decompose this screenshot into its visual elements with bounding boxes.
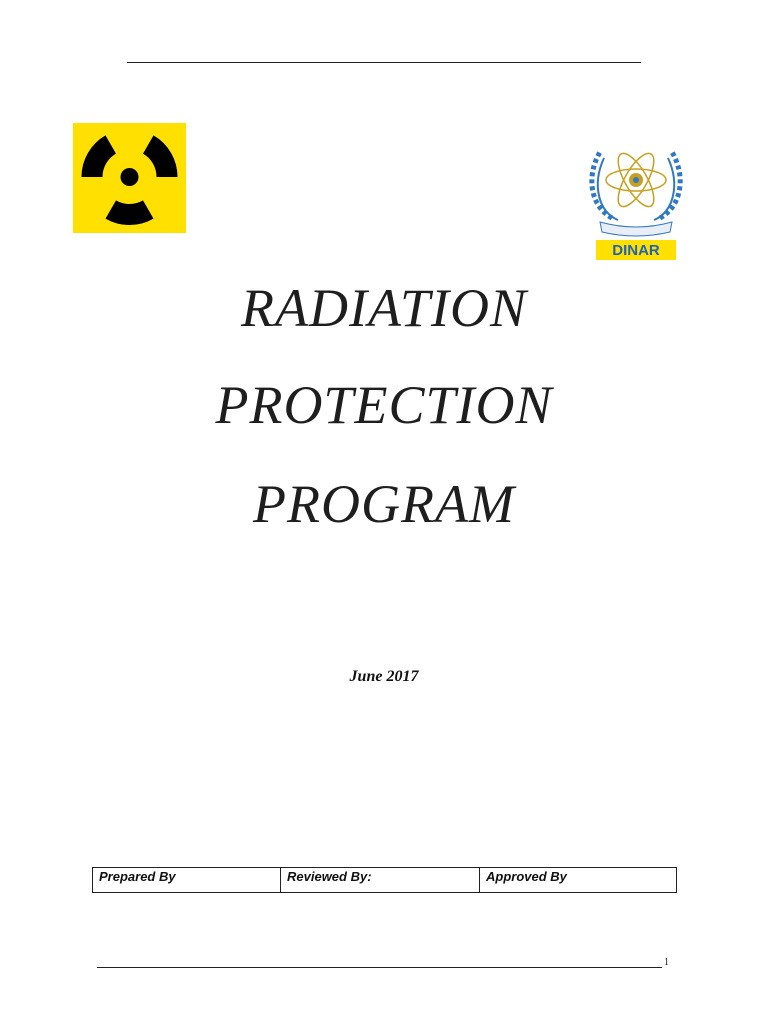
page-number: 1 bbox=[664, 957, 669, 968]
document-title-line-3: PROGRAM bbox=[253, 474, 515, 534]
document-date: June 2017 bbox=[349, 668, 419, 685]
footer-rule bbox=[97, 967, 662, 968]
document-title-line-1: RADIATION bbox=[241, 278, 527, 338]
radiation-trefoil-icon bbox=[73, 123, 186, 233]
atomic-emblem-icon bbox=[582, 136, 690, 262]
signoff-table bbox=[92, 867, 677, 893]
document-title-line-2: PROTECTION bbox=[215, 375, 553, 435]
org-logo-label: DINAR bbox=[612, 242, 660, 259]
approved-by-cell: Approved By bbox=[480, 868, 677, 893]
prepared-by-cell: Prepared By bbox=[93, 868, 281, 893]
reviewed-by-cell: Reviewed By: bbox=[281, 868, 480, 893]
header-rule bbox=[127, 62, 641, 63]
signoff-row bbox=[93, 868, 677, 893]
